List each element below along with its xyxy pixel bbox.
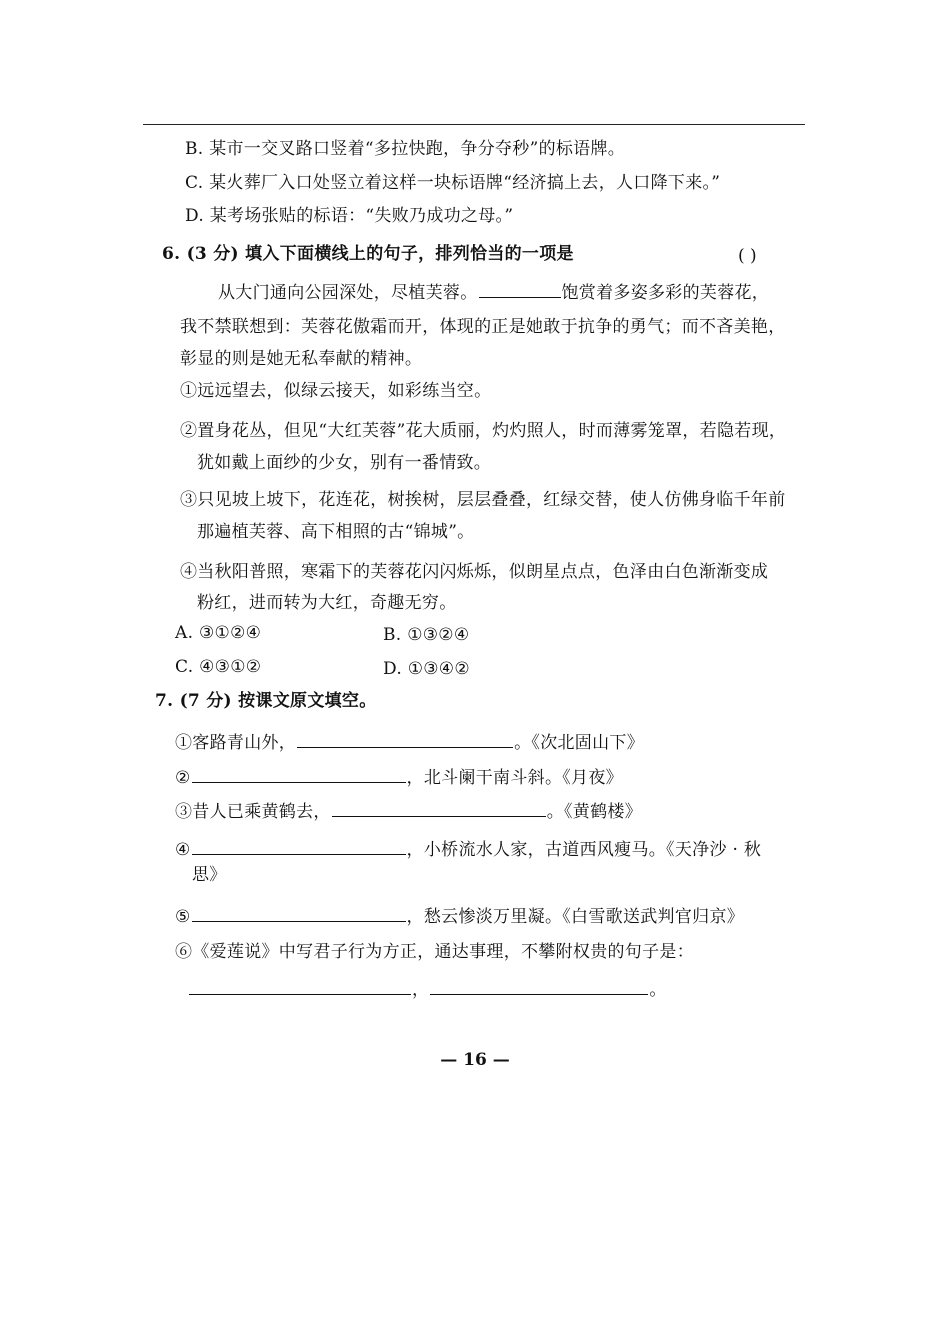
fill-item-1-text: ①客路青山外， <box>175 733 297 753</box>
sentence-2b: 犹如戴上面纱的少女，别有一番情致。 <box>197 453 492 473</box>
fill-blank-4 <box>192 838 406 855</box>
fill-item-3-source: 。《黄鹤楼》 <box>546 802 643 822</box>
fill-item-3-text: ③昔人已乘黄鹤去， <box>175 802 331 822</box>
fill-item-6-separator: ， <box>412 980 430 1000</box>
sentence-1: ①远远望去，似绿云接天，如彩练当空。 <box>180 381 492 401</box>
fill-blank-5 <box>192 905 406 922</box>
passage-line-1 <box>218 281 769 304</box>
fill-item-4 <box>175 838 761 861</box>
fill-blank-3 <box>332 800 546 817</box>
option-d-prev: D. 某考场张贴的标语：“失败乃成功之母。” <box>185 206 514 226</box>
question-7-stem: 7. (7 分) 按课文原文填空。 <box>155 691 377 711</box>
question-6-stem: 6. (3 分) 填入下面横线上的句子，排列恰当的一项是 <box>162 244 574 264</box>
fill-item-6: ⑥《爱莲说》中写君子行为方正，通达事理，不攀附权贵的句子是： <box>175 942 694 962</box>
choice-b: B. ①③②④ <box>383 625 470 645</box>
passage-line-2: 我不禁联想到：芙蓉花傲霜而开，体现的正是她敢于抗争的勇气；而不吝美艳， <box>180 317 786 337</box>
passage-text-1b: 饱赏着多姿多彩的芙蓉花， <box>561 283 770 303</box>
fill-item-3 <box>175 800 642 823</box>
fill-item-5-source: ，愁云惨淡万里凝。《白雪歌送武判官归京》 <box>406 907 745 927</box>
fill-item-1 <box>175 731 644 754</box>
option-c-prev: C. 某火葬厂入口处竖立着这样一块标语牌“经济搞上去，人口降下来。” <box>185 173 721 193</box>
fill-item-2-text: ② <box>175 768 191 788</box>
fill-blank-2 <box>192 766 406 783</box>
choice-a: A. ③①②④ <box>175 623 262 643</box>
fill-blank-1 <box>297 731 513 748</box>
option-b-prev: B. 某市一交叉路口竖着“多拉快跑，争分夺秒”的标语牌。 <box>185 139 626 159</box>
sentence-3a: ③只见坡上坡下，花连花，树挨树，层层叠叠，红绿交替，使人仿佛身临千年前 <box>180 490 786 510</box>
fill-item-5-text: ⑤ <box>175 907 191 927</box>
sentence-4a: ④当秋阳普照，寒霜下的芙蓉花闪闪烁烁，似朗星点点，色泽由白色渐渐变成 <box>180 562 769 582</box>
header-rule <box>143 124 805 125</box>
fill-blank-6b <box>430 978 648 995</box>
fill-item-4-source: ，小桥流水人家，古道西风瘦马。《天净沙 · 秋 <box>406 840 762 860</box>
fill-blank-6a <box>189 978 411 995</box>
page-number: — 16 — <box>440 1050 510 1070</box>
fill-item-6-answer-line <box>188 978 667 1001</box>
fill-item-2 <box>175 766 623 789</box>
fill-item-2-source: ，北斗阑干南斗斜。《月夜》 <box>406 768 623 788</box>
passage-text-1a: 从大门通向公园深处，尽植芙蓉。 <box>218 283 478 303</box>
answer-parentheses: ( ) <box>738 246 757 266</box>
passage-blank <box>479 281 561 298</box>
sentence-4b: 粉红，进而转为大红，奇趣无穷。 <box>197 593 457 613</box>
fill-item-5 <box>175 905 744 928</box>
sentence-3b: 那遍植芙蓉、高下相照的古“锦城”。 <box>197 522 475 542</box>
passage-line-3: 彰显的则是她无私奉献的精神。 <box>180 349 423 369</box>
fill-item-1-source: 。《次北固山下》 <box>514 733 645 753</box>
fill-item-6-end: 。 <box>649 980 667 1000</box>
fill-item-4-text: ④ <box>175 840 191 860</box>
fill-item-4-continued: 思》 <box>192 865 227 885</box>
sentence-2a: ②置身花丛，但见“大红芙蓉”花大质丽，灼灼照人，时而薄雾笼罩，若隐若现， <box>180 421 787 441</box>
choice-d: D. ①③④② <box>383 659 470 679</box>
choice-c: C. ④③①② <box>175 657 262 677</box>
